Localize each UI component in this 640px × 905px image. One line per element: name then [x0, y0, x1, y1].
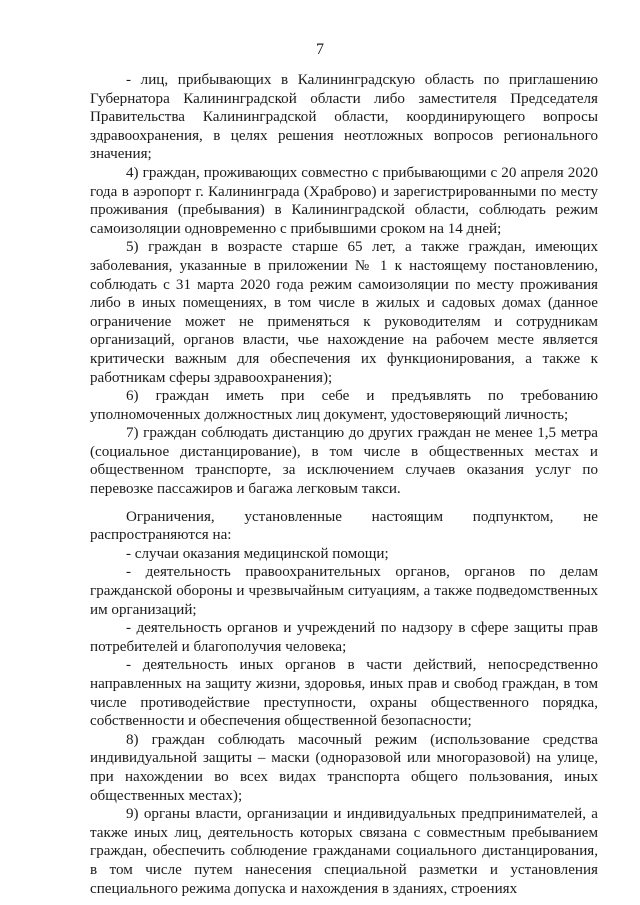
- paragraph-invited-persons: - лиц, прибывающих в Калининградскую область по приглашению Губернатора Калининградской области либо заместителя Председателя Правительства Калининградской области, координирующего вопросы здравоохранения, в целях решения неотложных вопросов регионального значения;: [90, 72, 598, 163]
- paragraph-item-9: 9) органы власти, организации и индивидуальных предпринимателей, а также иных лиц, деятельность которых связана с совместным пребыванием граждан, обеспечить соблюдение гражданами социального дистанцирования, в том числе путем нанесения специальной разметки и установления специального режима допуска и нахождения в зданиях, строениях: [90, 806, 598, 897]
- paragraph-item-5: 5) граждан в возрасте старше 65 лет, а также граждан, имеющих заболевания, указанные в приложении № 1 к настоящему постановлению, соблюдать с 31 марта 2020 года режим самоизоляции по месту проживания либо в иных помещениях, в том числе в жилых и садовых домах (данное ограничение может не применяться к руководителям и сотрудникам организаций, органов власти, чье нахождение на рабочем месте является критически важным для обеспечения их функционирования, а также к работникам сферы здравоохранения);: [90, 239, 598, 386]
- paragraph-item-4: 4) граждан, проживающих совместно с прибывающими с 20 апреля 2020 года в аэропорт г. Калининграда (Храброво) и зарегистрированными по месту проживания (пребывания) в Калининградской области, соблюдать режим самоизоляции одновременно с прибывшими сроком на 14 дней;: [90, 164, 598, 237]
- paragraph-item-7: 7) граждан соблюдать дистанцию до других граждан не менее 1,5 метра (социальное дистанцирование), в том числе в общественных местах и общественном транспорте, за исключением случаев оказания услуг по перевозке пассажиров и багажа легковым такси.: [90, 425, 598, 498]
- paragraph-restrictions-intro: Ограничения, установленные настоящим подпунктом, не распространяются на:: [90, 508, 598, 544]
- paragraph-item-8: 8) граждан соблюдать масочный режим (использование средства индивидуальной защиты – маски (одноразовой или многоразовой) на улице, при нахождении во всех видах транспорта общего пользования, иных общественных местах);: [90, 731, 598, 804]
- list-item-law-enforcement: - деятельность правоохранительных органов, органов по делам гражданской обороны и чрезвычайным ситуациям, а также подведомственных им организаций;: [90, 564, 598, 618]
- document-body: [90, 71, 598, 898]
- list-item-consumer-supervision: - деятельность органов и учреждений по надзору в сфере защиты прав потребителей и благополучия человека;: [90, 620, 598, 655]
- list-item-medical-help: - случаи оказания медицинской помощи;: [126, 545, 389, 562]
- page-number: 7: [316, 41, 324, 58]
- list-item-other-bodies: - деятельность иных органов в части действий, непосредственно направленных на защиту жизни, здоровья, иных прав и свобод граждан, в том числе противодействие преступности, охраны общественного порядка, собственности и обеспечения общественной безопасности;: [90, 657, 598, 730]
- paragraph-item-6: 6) граждан иметь при себе и предъявлять по требованию уполномоченных должностных лиц документ, удостоверяющий личность;: [90, 388, 598, 423]
